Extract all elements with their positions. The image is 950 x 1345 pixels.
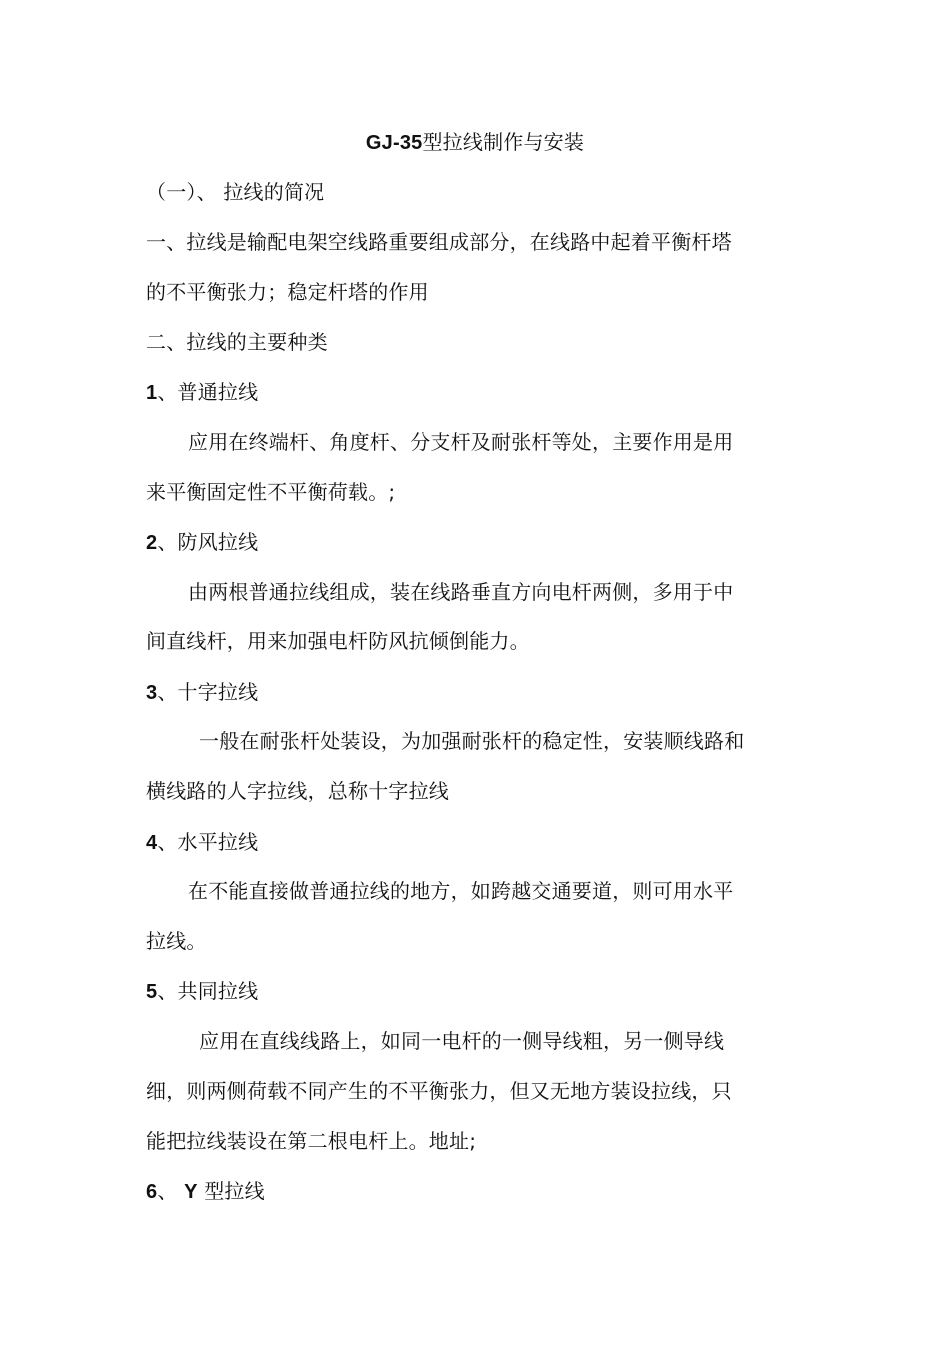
item-3-desc-line-2: 横线路的人字拉线，总称十字拉线 <box>146 779 449 803</box>
item-heading-1 <box>146 379 258 406</box>
item-title-separator: 、 <box>157 1179 178 1203</box>
title-model-number: GJ-35 <box>365 132 423 154</box>
item-number: 6 <box>146 1181 158 1203</box>
item-title-letter: Y <box>184 1181 198 1203</box>
item-1-desc-line-1: 应用在终端杆、角度杆、分支杆及耐张杆等处，主要作用是用 <box>188 430 734 454</box>
item-heading-4 <box>146 829 258 856</box>
item-title: 、普通拉线 <box>157 380 259 404</box>
item-heading-5 <box>146 978 258 1005</box>
item-4-desc-line-2: 拉线。 <box>146 929 207 953</box>
item-heading-2 <box>146 529 258 556</box>
item-title: 、防风拉线 <box>157 530 259 554</box>
item-title: 、十字拉线 <box>157 680 259 704</box>
intro-paragraph-line-1: 一、拉线是输配电架空线路重要组成部分，在线路中起着平衡杆塔 <box>146 230 732 254</box>
item-2-desc-line-1: 由两根普通拉线组成，装在线路垂直方向电杆两侧，多用于中 <box>188 580 734 604</box>
title-text: 型拉线制作与安装 <box>422 130 585 154</box>
item-title: 、共同拉线 <box>157 979 259 1003</box>
item-3-desc-line-1: 一般在耐张杆处装设，为加强耐张杆的稳定性，安装顺线路和 <box>199 729 745 753</box>
page-title <box>0 129 950 156</box>
item-5-desc-line-1: 应用在直线线路上，如同一电杆的一侧导线粗，另一侧导线 <box>199 1029 725 1053</box>
intro-paragraph-line-2: 的不平衡张力；稳定杆塔的作用 <box>146 280 429 304</box>
item-1-desc-line-2: 来平衡固定性不平衡荷载。; <box>146 480 396 504</box>
types-heading: 二、拉线的主要种类 <box>146 330 328 354</box>
item-5-desc-line-3: 能把拉线装设在第二根电杆上。地址; <box>146 1129 477 1153</box>
item-number: 4 <box>146 832 158 854</box>
item-number: 2 <box>146 532 158 554</box>
item-title-rest: 型拉线 <box>204 1179 265 1203</box>
item-heading-6 <box>146 1178 265 1205</box>
item-4-desc-line-1: 在不能直接做普通拉线的地方，如跨越交通要道，则可用水平 <box>188 879 734 903</box>
item-title: 、水平拉线 <box>157 830 259 854</box>
section-heading: （一）、 拉线的简况 <box>146 180 325 204</box>
item-number: 1 <box>146 382 158 404</box>
item-5-desc-line-2: 细，则两侧荷载不同产生的不平衡张力，但又无地方装设拉线，只 <box>146 1079 732 1103</box>
item-number: 3 <box>146 682 158 704</box>
item-heading-3 <box>146 679 258 706</box>
item-2-desc-line-2: 间直线杆，用来加强电杆防风抗倾倒能力。 <box>146 629 530 653</box>
item-number: 5 <box>146 981 158 1003</box>
